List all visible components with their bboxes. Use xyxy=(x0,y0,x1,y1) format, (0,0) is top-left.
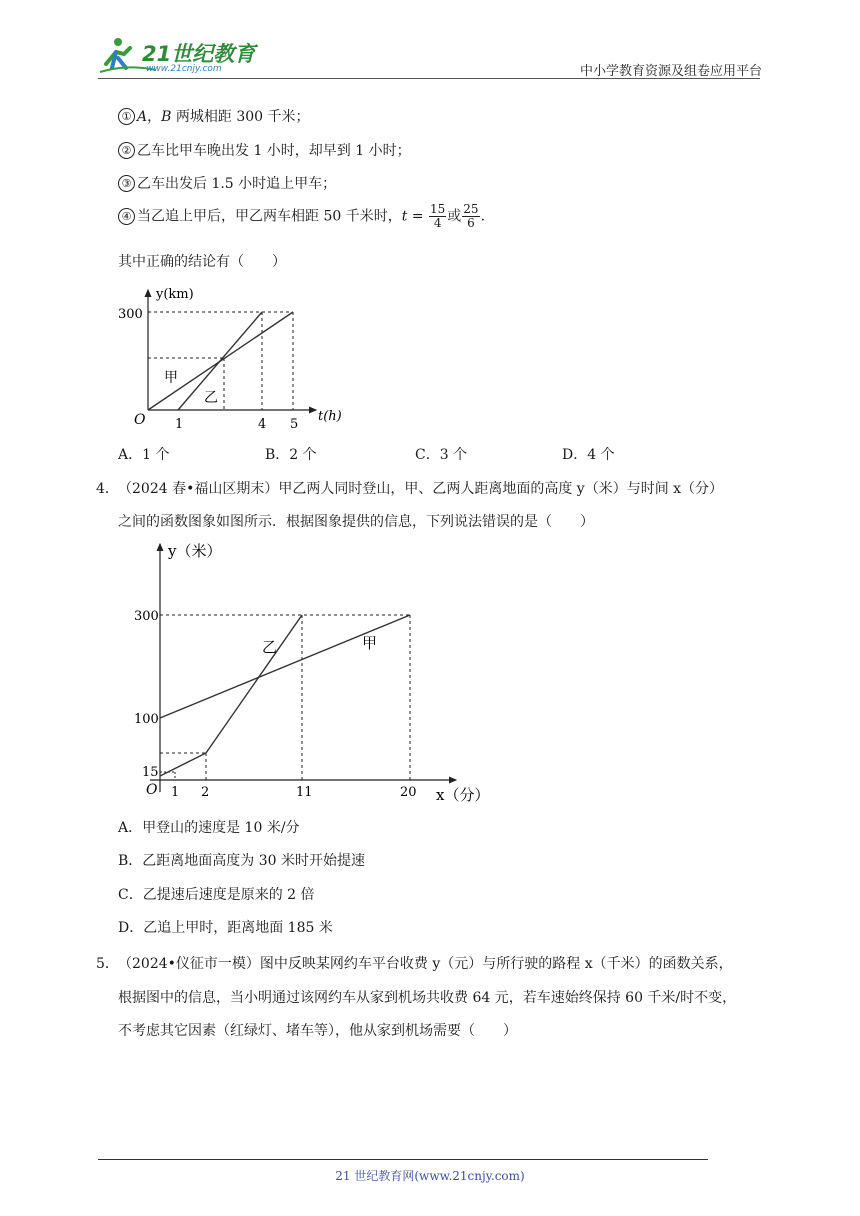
question-3-prompt: 其中正确的结论有（ ） xyxy=(118,254,286,270)
q4-label-jia: 甲 xyxy=(362,634,378,652)
q4-x-label: x（分） xyxy=(436,786,490,804)
q3-y-tick-300: 300 xyxy=(118,307,143,322)
q3-option-c[interactable]: C．3 个 xyxy=(415,447,468,463)
q3-label-jia: 甲 xyxy=(164,370,178,386)
q3-x-label: t(h) xyxy=(318,409,342,424)
q4-y-tick-300: 300 xyxy=(134,609,159,624)
statement-3: ③ 乙车出发后 1.5 小时追上甲车； xyxy=(118,173,336,193)
q4-label-yi: 乙 xyxy=(262,638,278,656)
fraction-25-6: $\frac{25}{6}$ xyxy=(463,202,479,230)
platform-name: 中小学教育资源及组卷应用平台 xyxy=(579,64,762,79)
q4-line-jia xyxy=(160,615,410,718)
q4-x-tick-1: 1 xyxy=(171,785,180,800)
q4-text-line-2: 之间的函数图象如图所示．根据图象提供的信息，下列说法错误的是（ ） xyxy=(118,514,594,530)
q5-text-line-3: 不考虑其它因素（红绿灯、堵车等），他从家到机场需要（ ） xyxy=(118,1023,517,1039)
statement-1: ① A，B 两城相距 300 千米； xyxy=(118,106,310,126)
q3-option-a[interactable]: A．1 个 xyxy=(118,447,170,463)
q4-y-label: y（米） xyxy=(168,542,222,560)
q3-x-tick-4: 4 xyxy=(258,417,267,432)
q3-y-label: y(km) xyxy=(156,287,194,302)
q4-y-tick-15: 15 xyxy=(142,765,159,780)
q4-y-tick-100: 100 xyxy=(134,712,159,727)
q4-option-c[interactable]: C．乙提速后速度是原来的 2 倍 xyxy=(118,887,315,903)
q5-text-line-2: 根据图中的信息，当小明通过该网约车从家到机场共收费 64 元，若车速始终保持 60 千米/时不变， xyxy=(118,990,737,1006)
q3-x-tick-1: 1 xyxy=(175,417,184,432)
site-logo xyxy=(96,34,256,78)
q4-x-tick-2: 2 xyxy=(201,785,210,800)
q4-option-a[interactable]: A．甲登山的速度是 10 米/分 xyxy=(118,820,300,836)
logo-text: 21世纪教育 xyxy=(142,42,256,66)
q3-origin: O xyxy=(134,412,146,428)
q4-x-tick-20: 20 xyxy=(400,785,417,800)
q3-option-b[interactable]: B．2 个 xyxy=(265,447,317,463)
q4-number: 4． xyxy=(96,481,119,497)
q4-origin: O xyxy=(146,782,158,798)
fraction-15-4: $\frac{15}{4}$ xyxy=(430,202,446,230)
logo-url: www.21cnjy.com xyxy=(146,64,222,74)
q4-option-b[interactable]: B．乙距离地面高度为 30 米时开始提速 xyxy=(118,853,366,869)
header-divider xyxy=(98,78,760,79)
footer-divider xyxy=(98,1159,708,1160)
statement-2: ② 乙车比甲车晚出发 1 小时，却早到 1 小时； xyxy=(118,140,411,160)
q3-label-yi: 乙 xyxy=(204,390,218,406)
q3-line-yi xyxy=(178,312,262,410)
statement-4-number: ④ xyxy=(118,208,135,225)
q4-option-d[interactable]: D．乙追上甲时，距离地面 185 米 xyxy=(118,920,333,936)
q3-graph xyxy=(110,278,350,438)
statement-4: ④ 当乙追上甲后，甲乙两车相距 50 千米时，t = $\frac{15}{4}$ 或 $\frac{25}{6}$ . xyxy=(118,203,485,230)
q4-graph xyxy=(130,536,490,812)
q3-option-d[interactable]: D．4 个 xyxy=(562,447,615,463)
q4-x-tick-11: 11 xyxy=(296,785,313,800)
statement-3-number: ③ xyxy=(118,175,135,192)
footer-link[interactable]: 21 世纪教育网(www.21cnjy.com) xyxy=(335,1169,525,1183)
statement-2-number: ② xyxy=(118,142,135,159)
q4-text-line-1: （2024 春•福山区期末）甲乙两人同时登山，甲、乙两人距离地面的高度 y（米）与时间 x（分） xyxy=(118,481,724,497)
q5-number: 5． xyxy=(96,956,119,972)
q3-x-tick-5: 5 xyxy=(290,417,299,432)
q5-text-line-1: （2024•仪征市一模）图中反映某网约车平台收费 y（元）与所行驶的路程 x（千米）的函数关系， xyxy=(118,956,733,972)
statement-1-number: ① xyxy=(118,108,135,125)
q4-line-yi xyxy=(160,615,302,776)
